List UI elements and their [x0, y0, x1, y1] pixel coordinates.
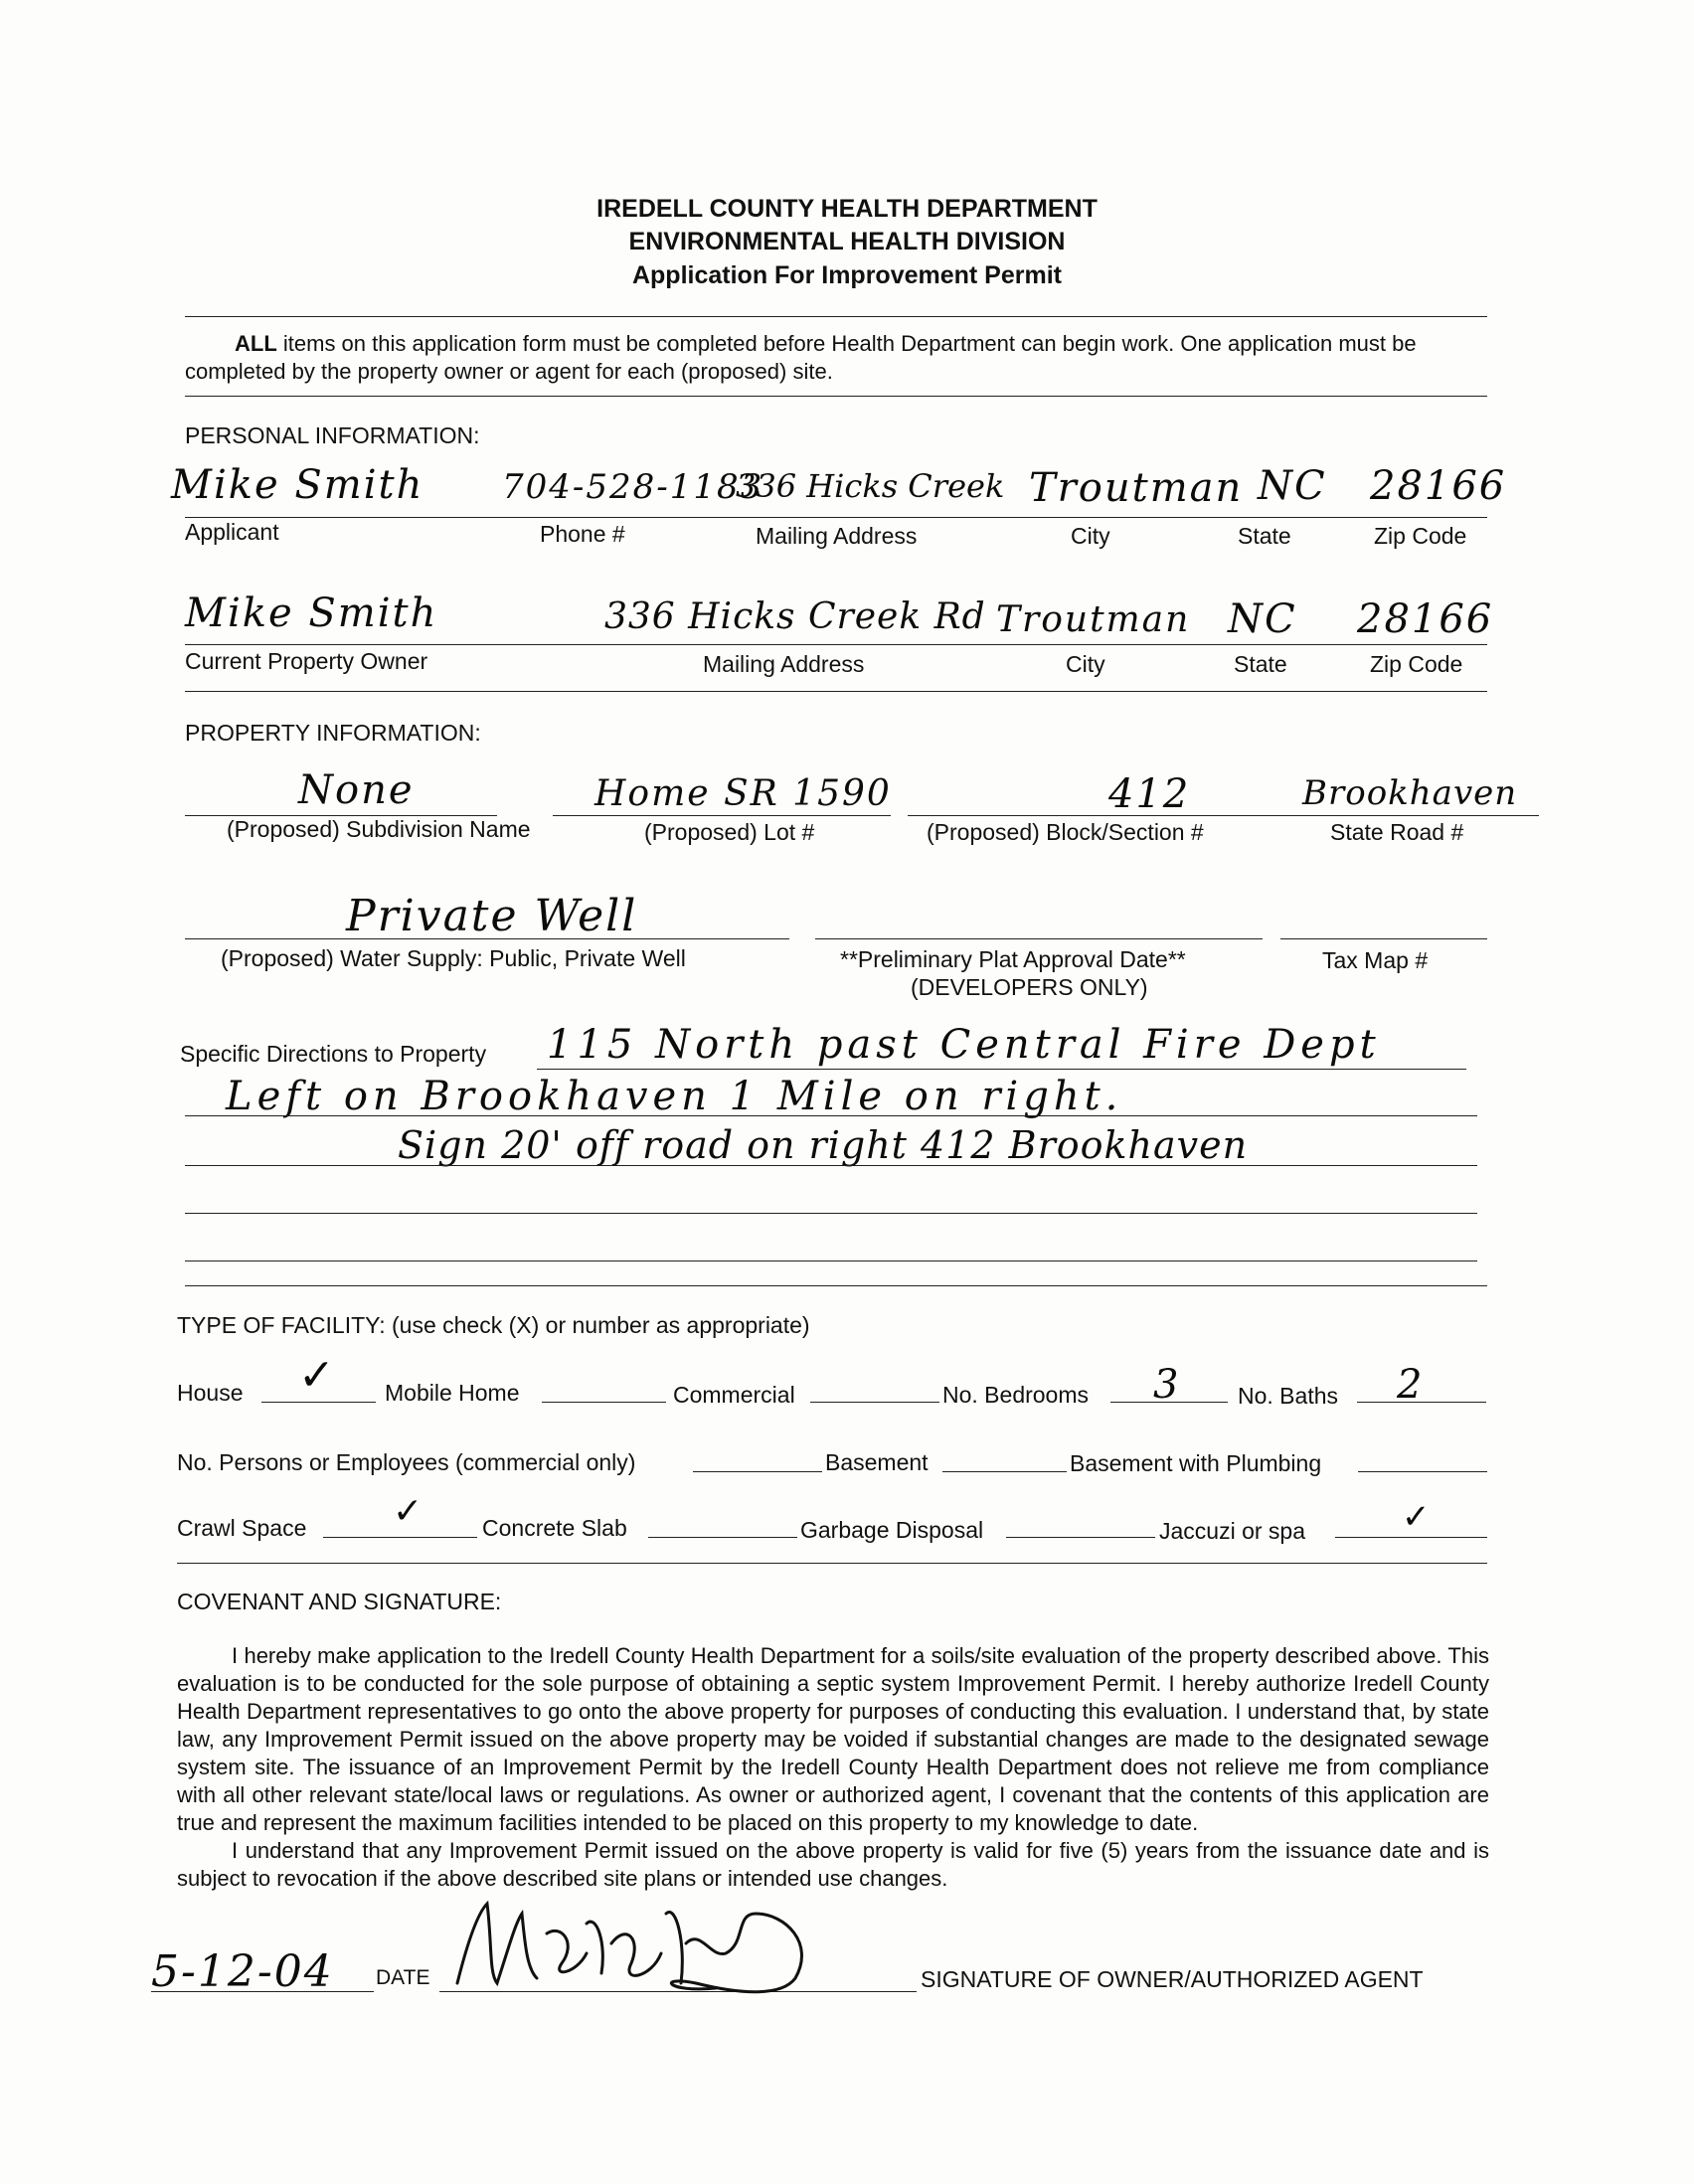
- persons-label: No. Persons or Employees (commercial only): [177, 1449, 636, 1475]
- basement-plumbing-label: Basement with Plumbing: [1070, 1450, 1322, 1476]
- garbage-disposal-line: [1006, 1537, 1155, 1538]
- city-label: City: [1071, 523, 1110, 549]
- owner-mailing-label: Mailing Address: [703, 651, 865, 677]
- applicant-line: [185, 517, 1487, 518]
- intro-bold: ALL: [235, 331, 277, 356]
- directions-line-1[interactable]: 115 North past Central Fire Dept: [547, 1022, 1381, 1068]
- date-line: [151, 1991, 374, 1992]
- directions-rule-4: [185, 1213, 1477, 1214]
- house-check[interactable]: ✓: [298, 1350, 337, 1401]
- property-end-rule: [185, 1285, 1487, 1286]
- basement-plumbing-line: [1358, 1471, 1487, 1472]
- owner-address-value[interactable]: 336 Hicks Creek Rd: [604, 596, 986, 637]
- directions-rule-1: [537, 1069, 1466, 1070]
- mailing-label: Mailing Address: [756, 523, 918, 549]
- covenant-text: [177, 1642, 1489, 1893]
- owner-zip-value[interactable]: 28166: [1357, 596, 1494, 642]
- applicant-address-value[interactable]: 336 Hicks Creek: [736, 467, 1005, 505]
- applicant-state-value[interactable]: NC: [1258, 463, 1327, 509]
- lot-label: (Proposed) Lot #: [644, 819, 815, 845]
- lot-line: [553, 815, 891, 816]
- phone-label: Phone #: [540, 521, 625, 547]
- mobile-home-line: [542, 1402, 666, 1403]
- mobile-home-label: Mobile Home: [385, 1380, 520, 1406]
- baths-value[interactable]: 2: [1397, 1362, 1425, 1408]
- date-label: DATE: [376, 1966, 430, 1989]
- division-title: ENVIRONMENTAL HEALTH DIVISION: [628, 228, 1066, 255]
- intro-body: items on this application form must be completed before Health Department can begin work. One application must be completed by the property owner or agent for each (proposed) site.: [185, 331, 1417, 384]
- owner-city-value[interactable]: Troutman: [996, 599, 1191, 640]
- plat-label: **Preliminary Plat Approval Date**: [840, 946, 1186, 972]
- applicant-name-value[interactable]: Mike Smith: [171, 462, 424, 508]
- water-line: [185, 938, 789, 939]
- crawl-space-line: [323, 1537, 477, 1538]
- basement-label: Basement: [825, 1449, 929, 1475]
- bedrooms-value[interactable]: 3: [1153, 1362, 1181, 1408]
- directions-rule-3: [185, 1165, 1477, 1166]
- owner-state-value[interactable]: NC: [1228, 596, 1297, 642]
- block-value[interactable]: 412: [1108, 771, 1191, 817]
- directions-label: Specific Directions to Property: [180, 1041, 487, 1067]
- subdivision-value[interactable]: None: [298, 767, 415, 813]
- directions-rule-5: [185, 1260, 1477, 1261]
- applicant-phone-value[interactable]: 704-528-1183: [502, 467, 764, 507]
- header-rule: [185, 316, 1487, 317]
- commercial-label: Commercial: [673, 1382, 795, 1408]
- directions-rule-2: [185, 1115, 1477, 1116]
- plat-line: [815, 938, 1263, 939]
- dept-title: IREDELL COUNTY HEALTH DEPARTMENT: [596, 195, 1098, 223]
- crawl-space-label: Crawl Space: [177, 1515, 307, 1541]
- applicant-city-value[interactable]: Troutman: [1029, 465, 1244, 511]
- property-heading: PROPERTY INFORMATION:: [185, 720, 481, 746]
- state-road-value[interactable]: Brookhaven: [1302, 773, 1518, 813]
- jacuzzi-line: [1335, 1537, 1487, 1538]
- personal-end-rule: [185, 691, 1487, 692]
- owner-label: Current Property Owner: [185, 648, 428, 674]
- applicant-zip-value[interactable]: 28166: [1370, 463, 1507, 509]
- concrete-slab-label: Concrete Slab: [482, 1515, 627, 1541]
- signature-label: SIGNATURE OF OWNER/AUTHORIZED AGENT: [921, 1966, 1424, 1992]
- covenant-paragraph-1: I hereby make application to the Iredell County Health Department for a soils/site evaluation of the property described above. This evaluation is to be conducted for the sole purpose of obtaining a septic system Improvement Permit. I hereby authorize Iredell County Health Department representatives to go onto the above property for purposes of conducting this evaluation. I understand that, by state law, any Improvement Permit issued on the above property may be voided if substantial changes are made to the designated sewage system site. The issuance of an Improvement Permit by the Iredell County Health Department does not relieve me from compliance with all other relevant state/local laws or regulations. As owner or authorized agent, I covenant that the contents of this application are true and represent the maximum facilities intended to be placed on this property to my knowledge to date.: [177, 1643, 1489, 1835]
- tax-map-line: [1280, 938, 1487, 939]
- facility-end-rule: [177, 1563, 1487, 1564]
- basement-line: [942, 1471, 1067, 1472]
- directions-line-3[interactable]: Sign 20' off road on right 412 Brookhaven: [398, 1123, 1249, 1167]
- water-supply-value[interactable]: Private Well: [346, 891, 638, 941]
- commercial-line: [810, 1402, 939, 1403]
- concrete-slab-line: [648, 1537, 797, 1538]
- intro-rule: [185, 396, 1487, 397]
- subdivision-label: (Proposed) Subdivision Name: [227, 816, 531, 842]
- water-label: (Proposed) Water Supply: Public, Private Well: [221, 945, 686, 971]
- directions-line-2[interactable]: Left on Brookhaven 1 Mile on right.: [226, 1074, 1123, 1119]
- baths-label: No. Baths: [1238, 1383, 1338, 1409]
- lot-value[interactable]: Home SR 1590: [594, 773, 892, 814]
- owner-line: [185, 644, 1487, 645]
- jacuzzi-label: Jaccuzi or spa: [1159, 1518, 1306, 1544]
- bedrooms-label: No. Bedrooms: [942, 1382, 1090, 1408]
- owner-zip-label: Zip Code: [1370, 651, 1463, 677]
- applicant-label: Applicant: [185, 519, 279, 545]
- form-title: Application For Improvement Permit: [631, 261, 1062, 289]
- zip-label: Zip Code: [1374, 523, 1467, 549]
- block-line: [908, 815, 1295, 816]
- jacuzzi-check[interactable]: ✓: [1402, 1497, 1433, 1537]
- state-label: State: [1238, 523, 1291, 549]
- owner-name-value[interactable]: Mike Smith: [185, 590, 438, 636]
- house-label: House: [177, 1380, 244, 1406]
- personal-heading: PERSONAL INFORMATION:: [185, 422, 480, 448]
- crawl-space-check[interactable]: ✓: [393, 1491, 425, 1532]
- plat-sublabel: (DEVELOPERS ONLY): [911, 974, 1148, 1000]
- garbage-disposal-label: Garbage Disposal: [800, 1517, 984, 1543]
- block-label: (Proposed) Block/Section #: [927, 819, 1204, 845]
- state-road-label: State Road #: [1330, 819, 1464, 845]
- date-value[interactable]: 5-12-04: [151, 1946, 334, 1997]
- facility-heading: TYPE OF FACILITY: (use check (X) or number as appropriate): [177, 1312, 810, 1338]
- covenant-paragraph-2: I understand that any Improvement Permit issued on the above property is valid for five (5) years from the issuance date and is subject to revocation if the above described site plans or intended use changes.: [177, 1838, 1489, 1891]
- persons-line: [693, 1471, 822, 1472]
- house-line: [261, 1402, 376, 1403]
- owner-state-label: State: [1234, 651, 1287, 677]
- intro-text: [185, 330, 1497, 386]
- owner-city-label: City: [1066, 651, 1105, 677]
- state-road-line: [1295, 815, 1539, 816]
- signature-image[interactable]: [437, 1884, 875, 2003]
- covenant-heading: COVENANT AND SIGNATURE:: [177, 1589, 502, 1614]
- tax-map-label: Tax Map #: [1322, 947, 1429, 973]
